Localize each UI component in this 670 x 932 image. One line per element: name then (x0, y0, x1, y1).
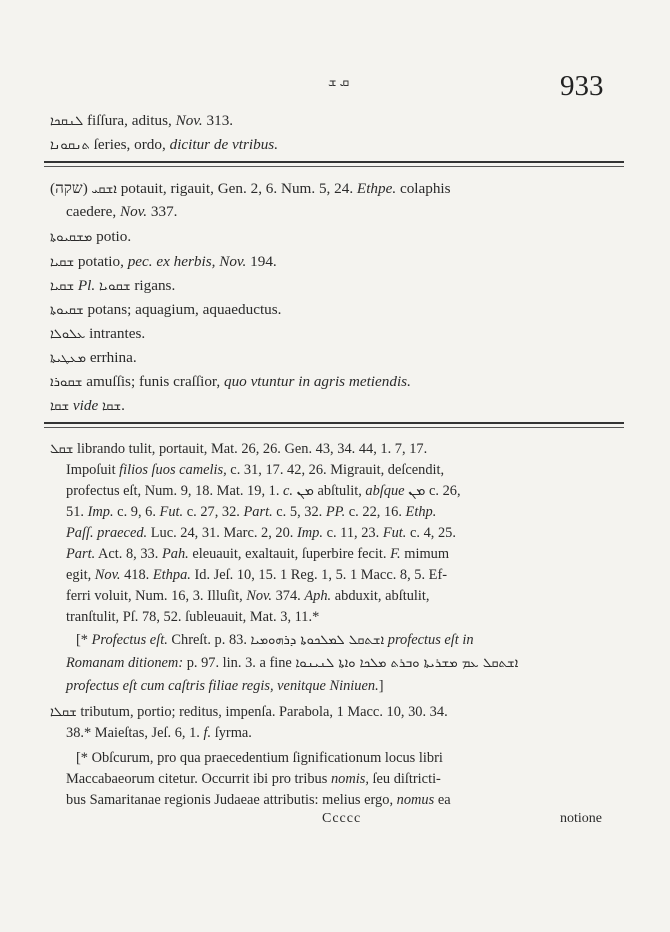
entry-line: ܬܢܩܘܢܐ ſeries, ordo, dicitur de vtribus. (50, 136, 279, 153)
syriac-headword: ܫܩܝܘܬܐ (50, 303, 84, 318)
entry-continuation: caedere, Nov. 337. (66, 203, 178, 220)
section-rule-thin (44, 427, 624, 428)
catchword: notione (560, 811, 602, 826)
entry-line: ܫܩܝܐ potatio, pec. ex herbis, Nov. 194. (50, 253, 277, 270)
note-line: [* Profectus eſt. Chreſt. p. 83. ܐܫܬܩܠ ܠܡܠܟܘܬܐ ܕܪܗܘܡܝܐ profectus eſt in (76, 632, 474, 648)
entry-continuation: profectus eſt, Num. 9, 18. Mat. 19, 1. c. ܡܢ abſtulit, abſque ܡܢ c. 26, (66, 483, 461, 499)
page-number: 933 (560, 70, 604, 102)
section-rule (44, 422, 624, 424)
section-rule (44, 161, 624, 163)
entry-line: ܡܫܩܝܘܬܐ potio. (50, 228, 132, 245)
entry-line: (שקה) ܐܫܩܝ potauit, rigauit, Gen. 2, 6. Num. 5, 24. Ethpe. colaphis (50, 180, 451, 197)
entry-line: ܡܥܛܝܬܐ errhina. (50, 349, 137, 366)
entry-line: ܠܢܩܟܐ fiſſura, aditus, Nov. 313. (50, 112, 234, 129)
syriac-headword: ܐܫܩܝ (91, 182, 117, 197)
entry-line: ܫܩܝܐ Pl. ܫܩܘܝܐ rigans. (50, 277, 176, 294)
entry-line: ܫܩܠ librando tulit, portauit, Mat. 26, 26. Gen. 43, 34. 44, 1. 7, 17. (50, 441, 428, 457)
syriac-headword: ܬܢܩܘܢܐ (50, 138, 90, 153)
entry-line: ܫܩܘܪܐ amuſſis; funis craſſior, quo vtuntur in agris metiendis. (50, 373, 411, 390)
entry-line: ܥܠܘܠܐ intrantes. (50, 325, 146, 342)
signature-mark: Ccccc (322, 811, 362, 826)
entry-continuation: 38.* Maieſtas, Jeſ. 6, 1. f. ſyrma. (66, 725, 252, 741)
entry-continuation: Part. Act. 8, 33. Pah. eleuauit, exaltauit, ſuperbire fecit. F. mimum (66, 546, 450, 562)
entry-line: ܫܩܝܘܬܐ potans; aquagium, aquaeductus. (50, 301, 282, 318)
entry-continuation: Impoſuit filios ſuos camelis, c. 31, 17. 42, 26. Migrauit, deſcendit, (66, 462, 445, 478)
syriac-headword: ܫܩܝܐ (50, 279, 75, 294)
note-line: profectus eſt cum caſtris filiae regis, venitque Niniuen.] (66, 678, 384, 694)
syriac-headword: ܡܥܛܝܬܐ (50, 351, 87, 366)
syriac-headword: ܫܩܘܪܐ (50, 375, 83, 390)
entry-continuation: Paſſ. praeced. Luc. 24, 31. Marc. 2, 20. Imp. c. 11, 23. Fut. c. 4, 25. (66, 525, 456, 541)
note-line: bus Samaritanae regionis Judaeae attributis: melius ergo, nomus ea (66, 792, 451, 808)
syriac-headword: ܫܩܠܐ (50, 705, 77, 720)
entry-line: ܫܩܐ vide ܫܩܐ. (50, 397, 125, 414)
note-line: Romanam ditionem: p. 97. lin. 3. a fine ܐܫܬܩܠ ܥܡ ܡܫܪܝܬܐ ܘܒܪܬ ܡܠܟܐ ܘܐܬܐ ܠܢܝܢܘܐ (66, 655, 519, 671)
note-line: [* Obſcurum, pro qua praecedentium ſignificationum locus libri (76, 750, 443, 766)
entry-continuation: tranſtulit, Pſ. 78, 52. ſubleuauit, Mat. 3, 11.* (66, 609, 320, 625)
section-rule-thin (44, 166, 624, 167)
syriac-headword: ܥܠܘܠܐ (50, 327, 86, 342)
syriac-headword: ܫܩܝܐ (50, 255, 75, 270)
entry-continuation: ferri voluit, Num. 16, 3. Illuſit, Nov. 374. Aph. abduxit, abſtulit, (66, 588, 430, 604)
running-head: ܩ ܫ (328, 74, 350, 89)
entry-line: ܫܩܠܐ tributum, portio; reditus, impenſa. Parabola, 1 Macc. 10, 30. 34. (50, 704, 448, 720)
entry-continuation: 51. Imp. c. 9, 6. Fut. c. 27, 32. Part. c. 5, 32. PP. c. 22, 16. Ethp. (66, 504, 437, 520)
note-line: Maccabaeorum citetur. Occurrit ibi pro tribus nomis, ſeu diſtricti- (66, 771, 441, 787)
syriac-headword: ܫܩܐ (50, 399, 70, 414)
syriac-headword: ܫܩܠ (50, 442, 74, 457)
syriac-headword: ܠܢܩܟܐ (50, 114, 84, 129)
syriac-headword: ܡܫܩܝܘܬܐ (50, 230, 93, 245)
entry-continuation: egit, Nov. 418. Ethpa. Id. Jeſ. 10, 15. 1 Reg. 1, 5. 1 Macc. 8, 5. Ef- (66, 567, 448, 583)
